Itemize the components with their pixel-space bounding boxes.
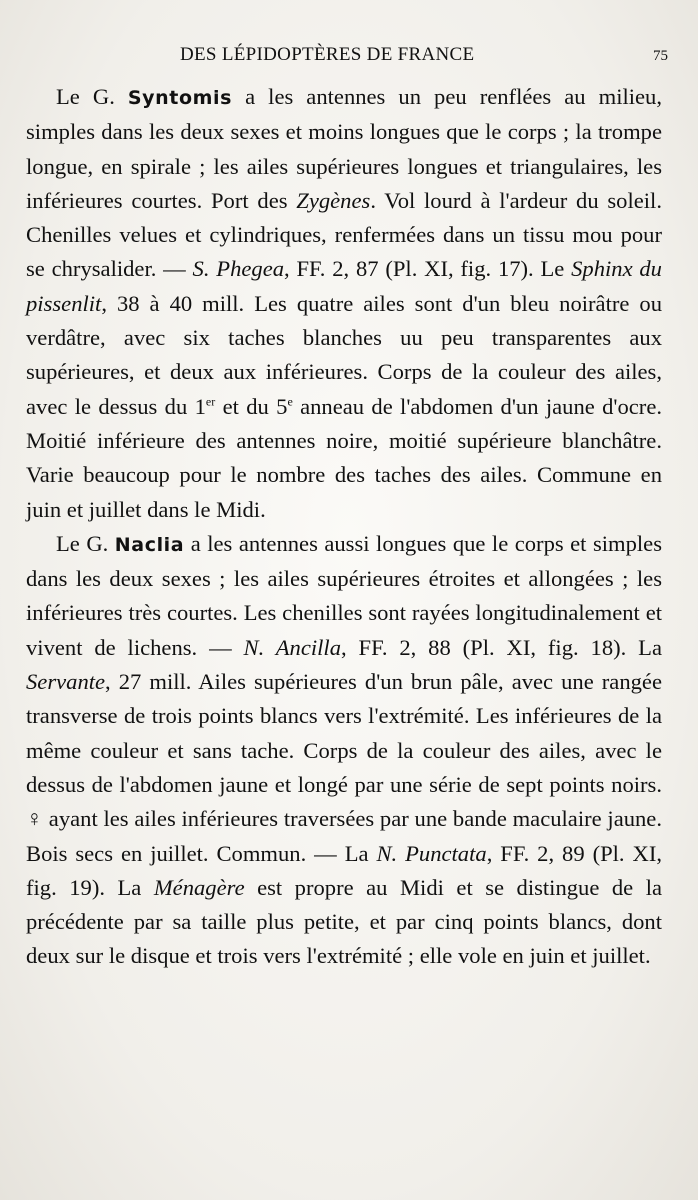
text-run: a les antennes aussi longues que le corps et simples dans les deux sexes ; les ailes supérieures étroites et allongées ; les inférieures très courtes. Les chenilles sont rayées longitudinalement et vivent de lichens. —	[26, 530, 662, 660]
italic-term: N. Punctata	[376, 840, 487, 866]
paragraph-syntomis	[26, 80, 662, 527]
italic-term: Zygènes	[296, 187, 371, 213]
running-title: DES LÉPIDOPTÈRES DE FRANCE	[180, 44, 475, 65]
genus-name: Syntomis	[127, 87, 233, 109]
italic-term: Sphinx du pissenlit	[26, 256, 662, 316]
text-run: , FF. 2, 88 (Pl. XI, fig. 18). La	[341, 634, 662, 660]
italic-term: Servante	[26, 669, 106, 695]
text-run: , FF. 2, 87 (Pl. XI, fig. 17). Le	[284, 256, 572, 282]
text-run: anneau de l'abdomen d'un jaune d'ocre. Moitié inférieure des antennes noire, moitié supérieure blanchâtre. Varie beaucoup pour le nombre des taches des ailes. Commune en juin et juillet dans le Midi.	[26, 393, 663, 522]
text-run: , 38 à 40 mill. Les quatre ailes sont d'un bleu noirâtre ou verdâtre, avec six taches blanches uu peu transparentes aux supérieures, et deux aux inférieures. Corps de la couleur des ailes, avec le dessus du 1	[26, 290, 662, 419]
text-run: Le G.	[56, 84, 128, 109]
superscript: er	[205, 394, 216, 409]
genus-name: Naclia	[114, 533, 185, 556]
text-run: Le G.	[56, 530, 115, 556]
italic-term: Ménagère	[153, 874, 245, 900]
text-run: et du 5	[215, 393, 288, 419]
page-header	[0, 44, 698, 74]
text-run: a les antennes un peu renflées au milieu, simples dans les deux sexes et moins longues que le corps ; la trompe longue, en spirale ; les ailes supérieures longues et triangulaires, les inférieures courtes. Port des	[26, 84, 662, 213]
text-run: , FF. 2, 89 (Pl. XI, fig. 19). La	[26, 840, 662, 900]
paragraph-naclia	[26, 527, 662, 974]
page-number: 75	[653, 48, 668, 64]
text-run: . Vol lourd à l'ardeur du soleil. Chenilles velues et cylindriques, renfermées dans un tissu mou pour se chrysalider. —	[26, 187, 662, 282]
italic-term: S. Phegea	[192, 256, 285, 282]
text-run: , 27 mill. Ailes supérieures d'un brun pâle, avec une rangée transverse de trois points blancs vers l'extrémité. Les inférieures de la même couleur et sans tache. Corps de la couleur des ailes, avec le dessus de l'abdomen jaune et longé par une série de sept points noirs. ♀ ayant les ailes inférieures traversées par une bande maculaire jaune. Bois secs en juillet. Commun. — La	[26, 669, 662, 866]
italic-term: N. Ancilla	[243, 634, 341, 660]
text-run: est propre au Midi et se distingue de la précédente par sa taille plus petite, et par cinq points blancs, dont deux sur le disque et trois vers l'extrémité ; elle vole en juin et juillet.	[26, 874, 662, 969]
body-text	[26, 80, 662, 974]
superscript: e	[287, 394, 293, 409]
